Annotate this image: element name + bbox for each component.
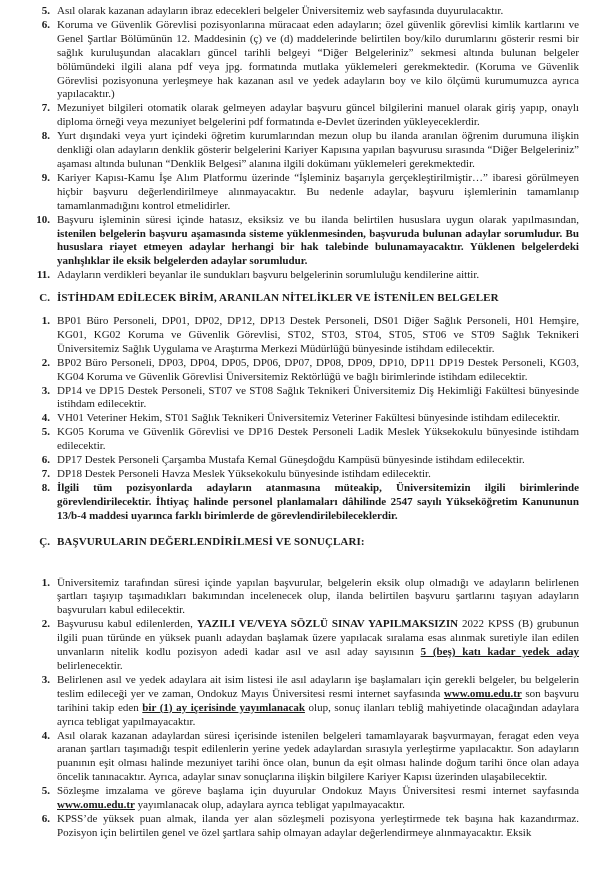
item-text [57, 315, 579, 357]
text-segment: Mezuniyet bilgileri otomatik olarak gelmeyen adaylar başvuru güncel bilgilerini manuel olarak giriş yapıp, onaylı diploma örneği veya mezuniyet belgelerini pdf formatında e-Devlet üzerinden yükleyeceklerdir. [57, 102, 579, 129]
list-item [30, 468, 579, 482]
text-segment: BP01 Büro Personeli, DP01, DP02, DP12, DP13 Destek Personeli, DS01 Diğer Sağlık Personeli, H01 Hemşire, KG01, KG02 Koruma ve Güvenlik Görevlisi, ST02, ST03, ST04, ST05, ST06 ve ST09 Sağlık Teknikeri Üniversitemiz Sağlık Uygulama ve Araştırma Merkezi Müdürlüğü bünyesinde istihdam edilecektir. [57, 315, 579, 355]
list-item [30, 618, 579, 674]
list-item [30, 454, 579, 468]
item-number: 5. [41, 5, 50, 17]
text-segment: Asıl olarak kazanan adayların ibraz edecekleri belgeler Üniversitemiz web sayfasında duyurulacaktır. [57, 5, 504, 17]
list-item [30, 214, 579, 270]
list-item [30, 315, 579, 357]
text-segment: DP14 ve DP15 Destek Personeli, ST07 ve ST08 Sağlık Teknikeri Üniversitemiz Diş Hekimliği Fakültesi bünyesinde istihdam edilecektir. [57, 384, 579, 411]
list-item [30, 172, 579, 214]
text-segment: son başvuru tarihini takip eden [57, 687, 580, 714]
text-segment: YAZILI VE/VEYA SÖZLÜ SINAV YAPILMAKSIZIN [196, 618, 459, 631]
item-number: 1. [41, 315, 50, 328]
text-segment: İlgili tüm pozisyonlarda adayların atanmasına müteakip, Üniversitemizin ilgili birimlerinde görevlendirilecektir. İhtiyaç halinde personel planlamaları dâhilinde 2547 sayılı Yükseköğretim Kanununun 13/b-4 maddesi uyarınca farklı birimlerde de görevlendirilebileceklerdir. [57, 481, 579, 522]
list-item [30, 785, 579, 813]
text-segment: KPSS’de yüksek puan almak, ilanda yer alan sözleşmeli pozisyona yerleştirmede tek başına hak kazandırmaz. Pozisyon için belirtilen genel ve özel şartlara sahip olmayan adaylar değerlendirmeye alınmayacaktır. Eksik [57, 812, 579, 839]
text-segment: Sözleşme imzalama ve göreve başlama için duyurular Ondokuz Mayıs Üniversitesi resmi internet sayfasında [57, 785, 579, 798]
item-text [57, 468, 579, 482]
list-item [30, 482, 579, 524]
item-text [57, 385, 579, 413]
section-cedilla-heading [30, 536, 579, 550]
section-c-letter: C. [39, 292, 50, 305]
list-item [30, 130, 579, 172]
item-text [57, 269, 579, 283]
section-c-list [30, 315, 579, 524]
item-number: 7. [41, 102, 50, 115]
item-text [57, 482, 579, 524]
text-segment: Başvurusu kabul edilenlerden, [57, 618, 197, 631]
item-text [57, 426, 579, 454]
list-item [30, 385, 579, 413]
section-c-title: İSTİHDAM EDİLECEK BİRİM, ARANILAN NİTELİKLER VE İSTENİLEN BELGELER [57, 292, 499, 305]
text-segment: belirlenecektir. [57, 659, 123, 672]
item-number: 1. [41, 576, 50, 589]
list-item [30, 19, 579, 102]
item-number: 2. [41, 618, 50, 631]
text-segment: 2022 KPSS (B) grubunun ilgili puan türünde en yüksek puanlı adaydan başlamak üzere yapılacak sıralama esas alınmak suretiyle ilan edilen unvanların nitelik kodlu pozisyon adedi kadar asıl ve asıl aday sayısının [57, 618, 580, 659]
item-text [57, 172, 579, 214]
text-segment: Kariyer Kapısı-Kamu İşe Alım Platformu üzerinde “İşleminiz başarıyla gerçekleştirilmiştir…” ibaresi görülmeyen hiçbir başvuru değerlendirilmeye alınmayacaktır. Bu nedenle adaylar, başvuru işlemlerinin tamamlanıp tamamlanmadığını kontrol etmelidirler. [57, 171, 579, 212]
section-cedilla-list [30, 577, 579, 841]
section-cedilla-title: BAŞVURULARIN DEĞERLENDİRİLMESİ VE SONUÇLARI: [57, 535, 365, 548]
item-text [57, 577, 579, 619]
item-text [57, 454, 579, 468]
item-text [57, 674, 579, 730]
item-number: 7. [41, 468, 50, 480]
item-number: 6. [41, 454, 50, 467]
item-number: 5. [41, 785, 50, 798]
text-segment: DP17 Destek Personeli Çarşamba Mustafa Kemal Güneşdoğdu Kampüsü bünyesinde istihdam edilecektir. [57, 454, 525, 467]
item-number: 6. [41, 18, 50, 31]
item-number: 5. [41, 426, 50, 439]
list-item [30, 5, 579, 19]
text-segment: olup, sonuç ilanları tebliğ mahiyetinde olacağından adaylara ayrıca tebligat yapılmayacaktır. [57, 701, 580, 728]
section-c-heading [30, 292, 579, 306]
item-number: 4. [41, 729, 50, 742]
list-item [30, 102, 579, 130]
text-segment: Belirlenen asıl ve yedek adaylara ait isim listesi ile asıl adayların işe başlamaları için gerekli belgeler, bu belgelerin teslim edileceği yer ve zaman, Ondokuz Mayıs Üniversitesi resmi internet sayfasında [57, 673, 579, 700]
list-item [30, 730, 579, 786]
text-segment: Başvuru işleminin süresi içinde hatasız, eksiksiz ve bu ilanda belirtilen hususlara uygun olarak yapılmasından, [57, 213, 579, 226]
text-segment: istenilen belgelerin başvuru aşamasında sisteme yüklenmesinden, başvuruda bulunan adaylar sorumludur. Bu hususlara riayet etmeyen adaylar herhangi bir hak talebinde bulunamayacaktır. Yüklenen belgelerdeki yanlışlıklar ile eksik belgelerden adaylar sorumludur. [57, 227, 579, 268]
item-number: 8. [41, 130, 50, 143]
item-text [57, 412, 579, 426]
item-text [57, 785, 579, 813]
list-item [30, 412, 579, 426]
item-text [57, 730, 579, 786]
text-segment: VH01 Veteriner Hekim, ST01 Sağlık Teknikeri Üniversitemiz Veteriner Fakültesi bünyesinde istihdam edilecektir. [57, 412, 560, 425]
list-item [30, 426, 579, 454]
general-notes-list [30, 5, 579, 283]
list-item [30, 577, 579, 619]
item-text [57, 130, 579, 172]
text-segment: Üniversitemiz tarafından süresi içinde yapılan başvurular, belgelerin eksik olup olmadığı ve adayların belirlenen şartları taşıyıp taşımadıkları bakımından incelenecek olup, ilanda belirtilen başvuru şartlarını taşıyan adayların başvuruları kabul edilecektir. [57, 576, 579, 617]
item-text [57, 5, 579, 19]
item-number: 2. [41, 356, 50, 369]
omu-url-link[interactable]: www.omu.edu.tr [57, 799, 135, 812]
item-number: 6. [41, 812, 50, 825]
text-segment: bir (1) ay içerisinde yayımlanacak [142, 701, 305, 714]
text-segment: 5 (beş) katı kadar yedek aday [420, 646, 580, 659]
list-item [30, 674, 579, 730]
list-item [30, 269, 579, 283]
item-number: 8. [41, 481, 50, 494]
section-cedilla-letter: Ç. [39, 535, 50, 548]
text-segment: Asıl olarak kazanan adaylardan süresi içerisinde istenilen belgeleri tamamlayarak başvurmayan, feragat eden veya aranan şartları taşımadığı tespit edilenlerin yerine yedek adaylardan sırasıyla yerleştirme yapılacaktır. Son adayların puanının eşit olması halinde mezuniyet tarihi önce olan, bunun da eşit olması halinde doğum tarihi önce olan adaya öncelik tanınacaktır. Ayrıca, adaylar sınav sonuçlarına ilişkin bilgilere Kariyer Kapısı üzerinden ulaşabilecektir. [57, 729, 579, 784]
text-segment: KG05 Koruma ve Güvenlik Görevlisi ve DP16 Destek Personeli Ladik Meslek Yüksekokulu bünyesinde istihdam edilecektir. [57, 426, 579, 453]
item-number: 10. [36, 213, 50, 226]
item-text [57, 357, 579, 385]
item-number: 3. [41, 673, 50, 686]
item-text [57, 618, 579, 674]
text-segment: Koruma ve Güvenlik Görevlisi pozisyonlarına müracaat eden adayların; özel güvenlik görevlisi kimlik kartlarını ve Genel Şartlar Bölümünün 12. Maddesinin (ç) ve (d) maddelerinde belirtilen boy/kilo durumlarını gösterir resmi bir sağlık kuruluşundan alacakları güncel tarihli belgeyi “Diğer Belgeleriniz” sekmesi altında bulunan belgeler bölümündeki ilgili alana pdf veya jpg. formatında mutlaka yüklemeleri gerekmektedir. (Koruma ve Güvenlik Görevlisi pozisyonuna yerleşmeye hak kazanan asıl ve yedek adayların boy ve kilo ölçümü kurumumuzca ayrıca yapılacaktır.) [57, 18, 579, 101]
item-number: 4. [41, 412, 50, 425]
item-text [57, 102, 579, 130]
text-segment: BP02 Büro Personeli, DP03, DP04, DP05, DP06, DP07, DP08, DP09, DP10, DP11 DP19 Destek Personeli, KG03, KG04 Koruma ve Güvenlik Görevlisi Üniversitemiz Rektörlüğü ve bağlı birimlerinde istihdam edilecektir. [57, 356, 579, 383]
omu-url-link[interactable]: www.omu.edu.tr [443, 687, 522, 700]
item-text [57, 813, 579, 841]
text-segment: DP18 Destek Personeli Havza Meslek Yüksekokulu bünyesinde istihdam edilecektir. [57, 468, 431, 480]
item-text [57, 19, 579, 102]
item-text [57, 214, 579, 270]
text-segment: Yurt dışındaki veya yurt içindeki öğretim kurumlarından mezun olup bu ilanda aranılan öğrenim durumuna ilişkin denkliği olan adayların denklik gösterir belgelerini Kariyer Kapısına yapılan başvurusu sırasında “Diğer Belgeleriniz” aşaması altında bulunan “Denklik Belgesi” alanına ilgili dokümanı yüklemeleri gerekmektedir. [57, 130, 579, 170]
item-number: 3. [41, 384, 50, 397]
list-item [30, 813, 579, 841]
item-number: 11. [36, 269, 50, 282]
text-segment: yayımlanacak olup, adaylara ayrıca tebligat yapılmayacaktır. [134, 799, 405, 812]
text-segment: Adayların verdikleri beyanlar ile sundukları başvuru belgelerinin sorumluluğu kendilerine aittir. [57, 269, 480, 282]
item-number: 9. [41, 171, 50, 184]
list-item [30, 357, 579, 385]
